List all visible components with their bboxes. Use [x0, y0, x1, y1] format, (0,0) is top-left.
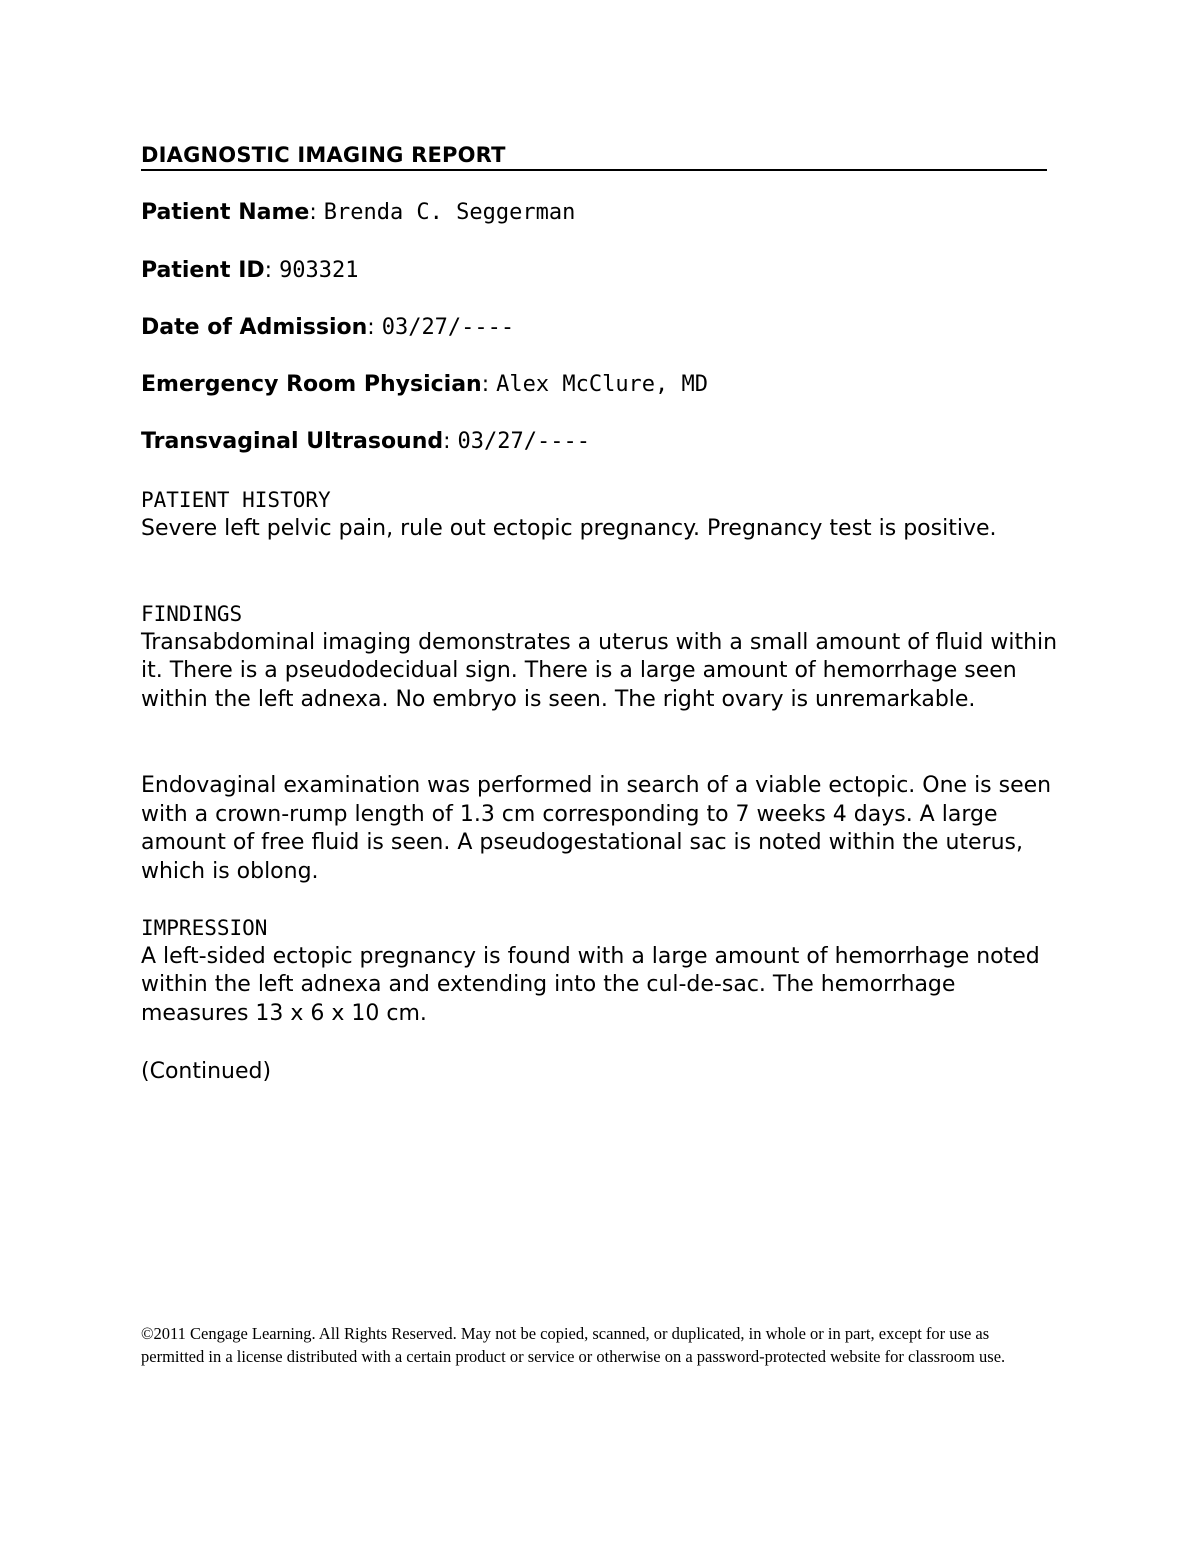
findings-paragraph: Transabdominal imaging demonstrates a uterus with a small amount of fluid within it. There is a pseudodecidual sign. There is a large amount of hemorrhage seen within the left adnexa. No embryo is seen. The right ovary is unremarkable.: [141, 629, 1058, 713]
patient-name-value: Brenda C. Seggerman: [323, 200, 576, 225]
patient-id-field: Patient ID: 903321: [141, 258, 359, 283]
impression-heading: IMPRESSION: [141, 916, 268, 940]
history-heading: PATIENT HISTORY: [141, 488, 331, 512]
patient-name-field: Patient Name: Brenda C. Seggerman: [141, 200, 576, 225]
physician-value: Alex McClure, MD: [496, 372, 709, 397]
ultrasound-label: Transvaginal Ultrasound: [141, 429, 444, 454]
report-title: DIAGNOSTIC IMAGING REPORT: [141, 143, 506, 167]
admission-date-value: 03/27/----: [381, 315, 515, 340]
continued-note: [141, 1058, 1061, 1087]
physician-field: Emergency Room Physician: Alex McClure, MD: [141, 372, 709, 397]
admission-date-field: Date of Admission: 03/27/----: [141, 315, 515, 340]
ultrasound-value: 03/27/----: [457, 429, 590, 454]
findings-section: [141, 600, 1061, 715]
physician-label: Emergency Room Physician: [141, 372, 482, 397]
ultrasound-field: Transvaginal Ultrasound: 03/27/----: [141, 429, 590, 454]
admission-date-label: Date of Admission: [141, 315, 368, 340]
impression-section: [141, 914, 1061, 1029]
continued-text: (Continued): [141, 1059, 272, 1084]
patient-id-label: Patient ID: [141, 258, 265, 283]
report-title-underline: [141, 142, 1047, 171]
patient-id-value: 903321: [279, 258, 359, 283]
findings-heading: FINDINGS: [141, 602, 243, 626]
patient-name-label: Patient Name: [141, 200, 310, 225]
history-text: Severe left pelvic pain, rule out ectopic pregnancy. Pregnancy test is positive.: [141, 515, 997, 541]
findings-section-continued: [141, 772, 1061, 887]
impression-text: A left-sided ectopic pregnancy is found with a large amount of hemorrhage noted within the left adnexa and extending into the cul-de-sac. The hemorrhage measures 13 x 6 x 10 cm.: [141, 943, 1040, 1027]
history-section: [141, 486, 1061, 543]
copyright-footer: ©2011 Cengage Learning. All Rights Reserved. May not be copied, scanned, or duplicated, in whole or in part, except for use as permitted in a license distributed with a certain product or service or otherwise on a password-protected website for classroom use.: [141, 1324, 1006, 1366]
findings-paragraph: Endovaginal examination was performed in search of a viable ectopic. One is seen with a crown-rump length of 1.3 cm corresponding to 7 weeks 4 days. A large amount of free fluid is seen. A pseudogestational sac is noted within the uterus, which is oblong.: [141, 773, 1052, 885]
